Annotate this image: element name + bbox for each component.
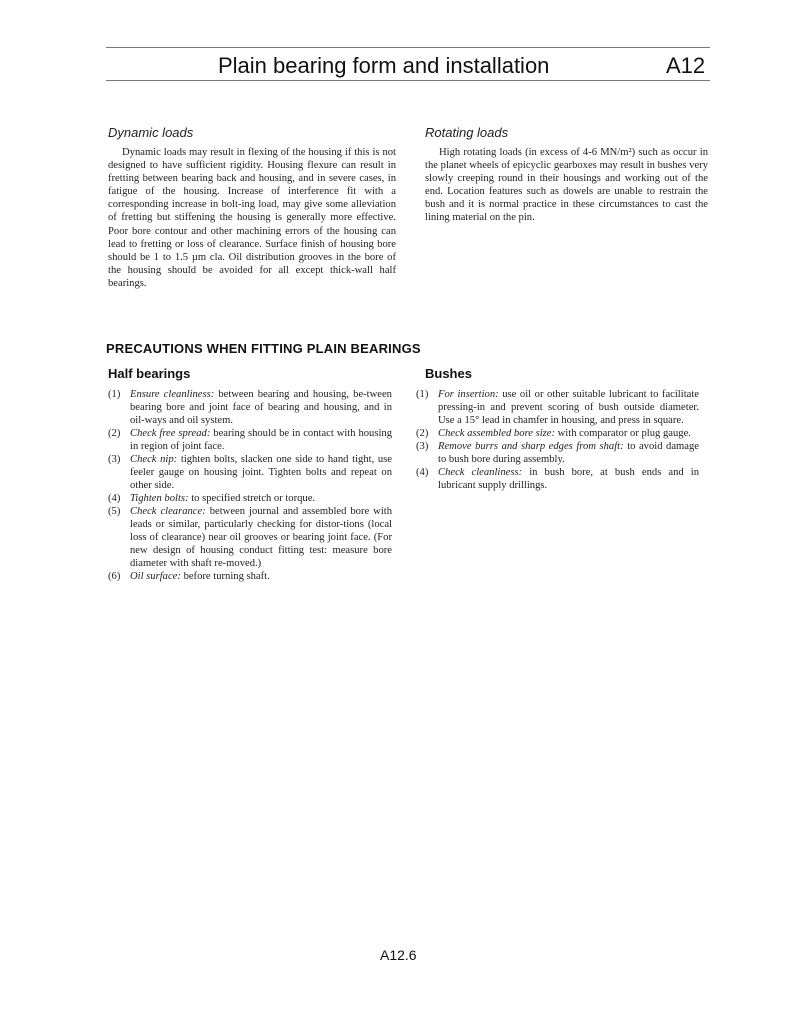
step-label: For insertion:	[438, 389, 499, 400]
dynamic-loads-text: Dynamic loads may result in flexing of the housing if this is not designed to have sufficient rigidity. Housing flexure can result in fretting between bearing back and housing, and in severe cases, in fatigue of the housing. Increase of interference fit with a corresponding increase in bolt-ing load, may give some alleviation of fretting but stiffening the housing is generally more effective. Poor bore contour and other machining errors of the housing can lead to fretting or loss of clearance. Surface finish of housing bore should be 1 to 1.5 µm cla. Oil distribution grooves in the bore of the housing should be avoided for all except thick-wall half bearings.	[108, 147, 396, 289]
section-code: A12	[666, 53, 706, 78]
step-label: Check free spread:	[130, 428, 211, 439]
step-number: (4)	[108, 493, 121, 504]
list-item	[108, 427, 392, 453]
list-item	[416, 427, 699, 440]
step-text: in bush bore, at bush ends and in lubricant supply drillings.	[438, 467, 700, 491]
step-text: between journal and assembled bore with leads or similar, particularly checking for distor-tions (local loss of clearance) near oil grooves or bearing joint face. (For new design of housing conduct fitting test: measure bore diameter with shaft re-moved.)	[130, 506, 392, 569]
step-number: (1)	[108, 389, 121, 400]
bushes-heading: Bushes	[425, 366, 472, 381]
step-label: Ensure cleanliness:	[130, 389, 215, 400]
step-number: (1)	[416, 389, 429, 400]
step-text: use oil or other suitable lubricant to facilitate pressing-in and prevent scoring of bush outside diameter. Use a 15° lead in chamfer in housing, and press in square.	[438, 389, 699, 426]
rotating-loads-heading: Rotating loads	[425, 125, 509, 140]
step-label: Check clearance:	[130, 506, 206, 517]
dynamic-loads-heading: Dynamic loads	[108, 125, 194, 140]
step-number: (2)	[108, 428, 121, 439]
list-item	[416, 440, 699, 466]
step-text: to avoid damage to bush bore during assembly.	[438, 441, 699, 465]
list-item	[108, 505, 392, 570]
list-item	[108, 453, 392, 492]
list-item	[416, 388, 699, 427]
step-number: (2)	[416, 428, 429, 439]
list-item	[108, 388, 392, 427]
page-title: Plain bearing form and installation	[218, 53, 550, 78]
step-number: (3)	[416, 441, 429, 452]
list-item	[108, 570, 392, 583]
step-label: Tighten bolts:	[130, 493, 189, 504]
list-item	[416, 466, 699, 492]
step-text: tighten bolts, slacken one side to hand tight, use feeler gauge on housing joint. Tighten bolts and repeat on other side.	[130, 454, 393, 491]
half-bearings-steps	[108, 388, 392, 583]
list-item	[108, 492, 392, 505]
step-number: (5)	[108, 506, 121, 517]
step-text: to specified stretch or torque.	[191, 493, 316, 504]
step-label: Check cleanliness:	[438, 467, 523, 478]
step-text: before turning shaft.	[183, 571, 270, 582]
rotating-loads-text: High rotating loads (in excess of 4-6 MN/m²) such as occur in the planet wheels of epicyclic gearboxes may result in bushes very slowly creeping round in their housings and working out of the end. Location features such as dowels are unable to restrain the bush and it is normal practice in these circumstances to cast the lining material on the pin.	[425, 147, 708, 224]
step-label: Check nip:	[130, 454, 178, 465]
step-label: Remove burrs and sharp edges from shaft:	[438, 441, 624, 452]
step-number: (6)	[108, 571, 121, 582]
header-rule-bottom	[106, 80, 710, 81]
header-rule-top	[106, 47, 710, 48]
step-text: bearing should be in contact with housing in region of joint face.	[130, 428, 392, 452]
step-label: Oil surface:	[130, 571, 181, 582]
step-label: Check assembled bore size:	[438, 428, 555, 439]
step-text: between bearing and housing, be-tween bearing bore and joint face of bearing and housing, and in oil-ways and oil system.	[130, 389, 392, 426]
step-number: (3)	[108, 454, 121, 465]
step-number: (4)	[416, 467, 429, 478]
bushes-steps	[416, 388, 699, 492]
precautions-title: PRECAUTIONS WHEN FITTING PLAIN BEARINGS	[106, 341, 421, 356]
page-number: A12.6	[380, 947, 417, 963]
half-bearings-heading: Half bearings	[108, 366, 191, 381]
step-text: with comparator or plug gauge.	[557, 428, 691, 439]
